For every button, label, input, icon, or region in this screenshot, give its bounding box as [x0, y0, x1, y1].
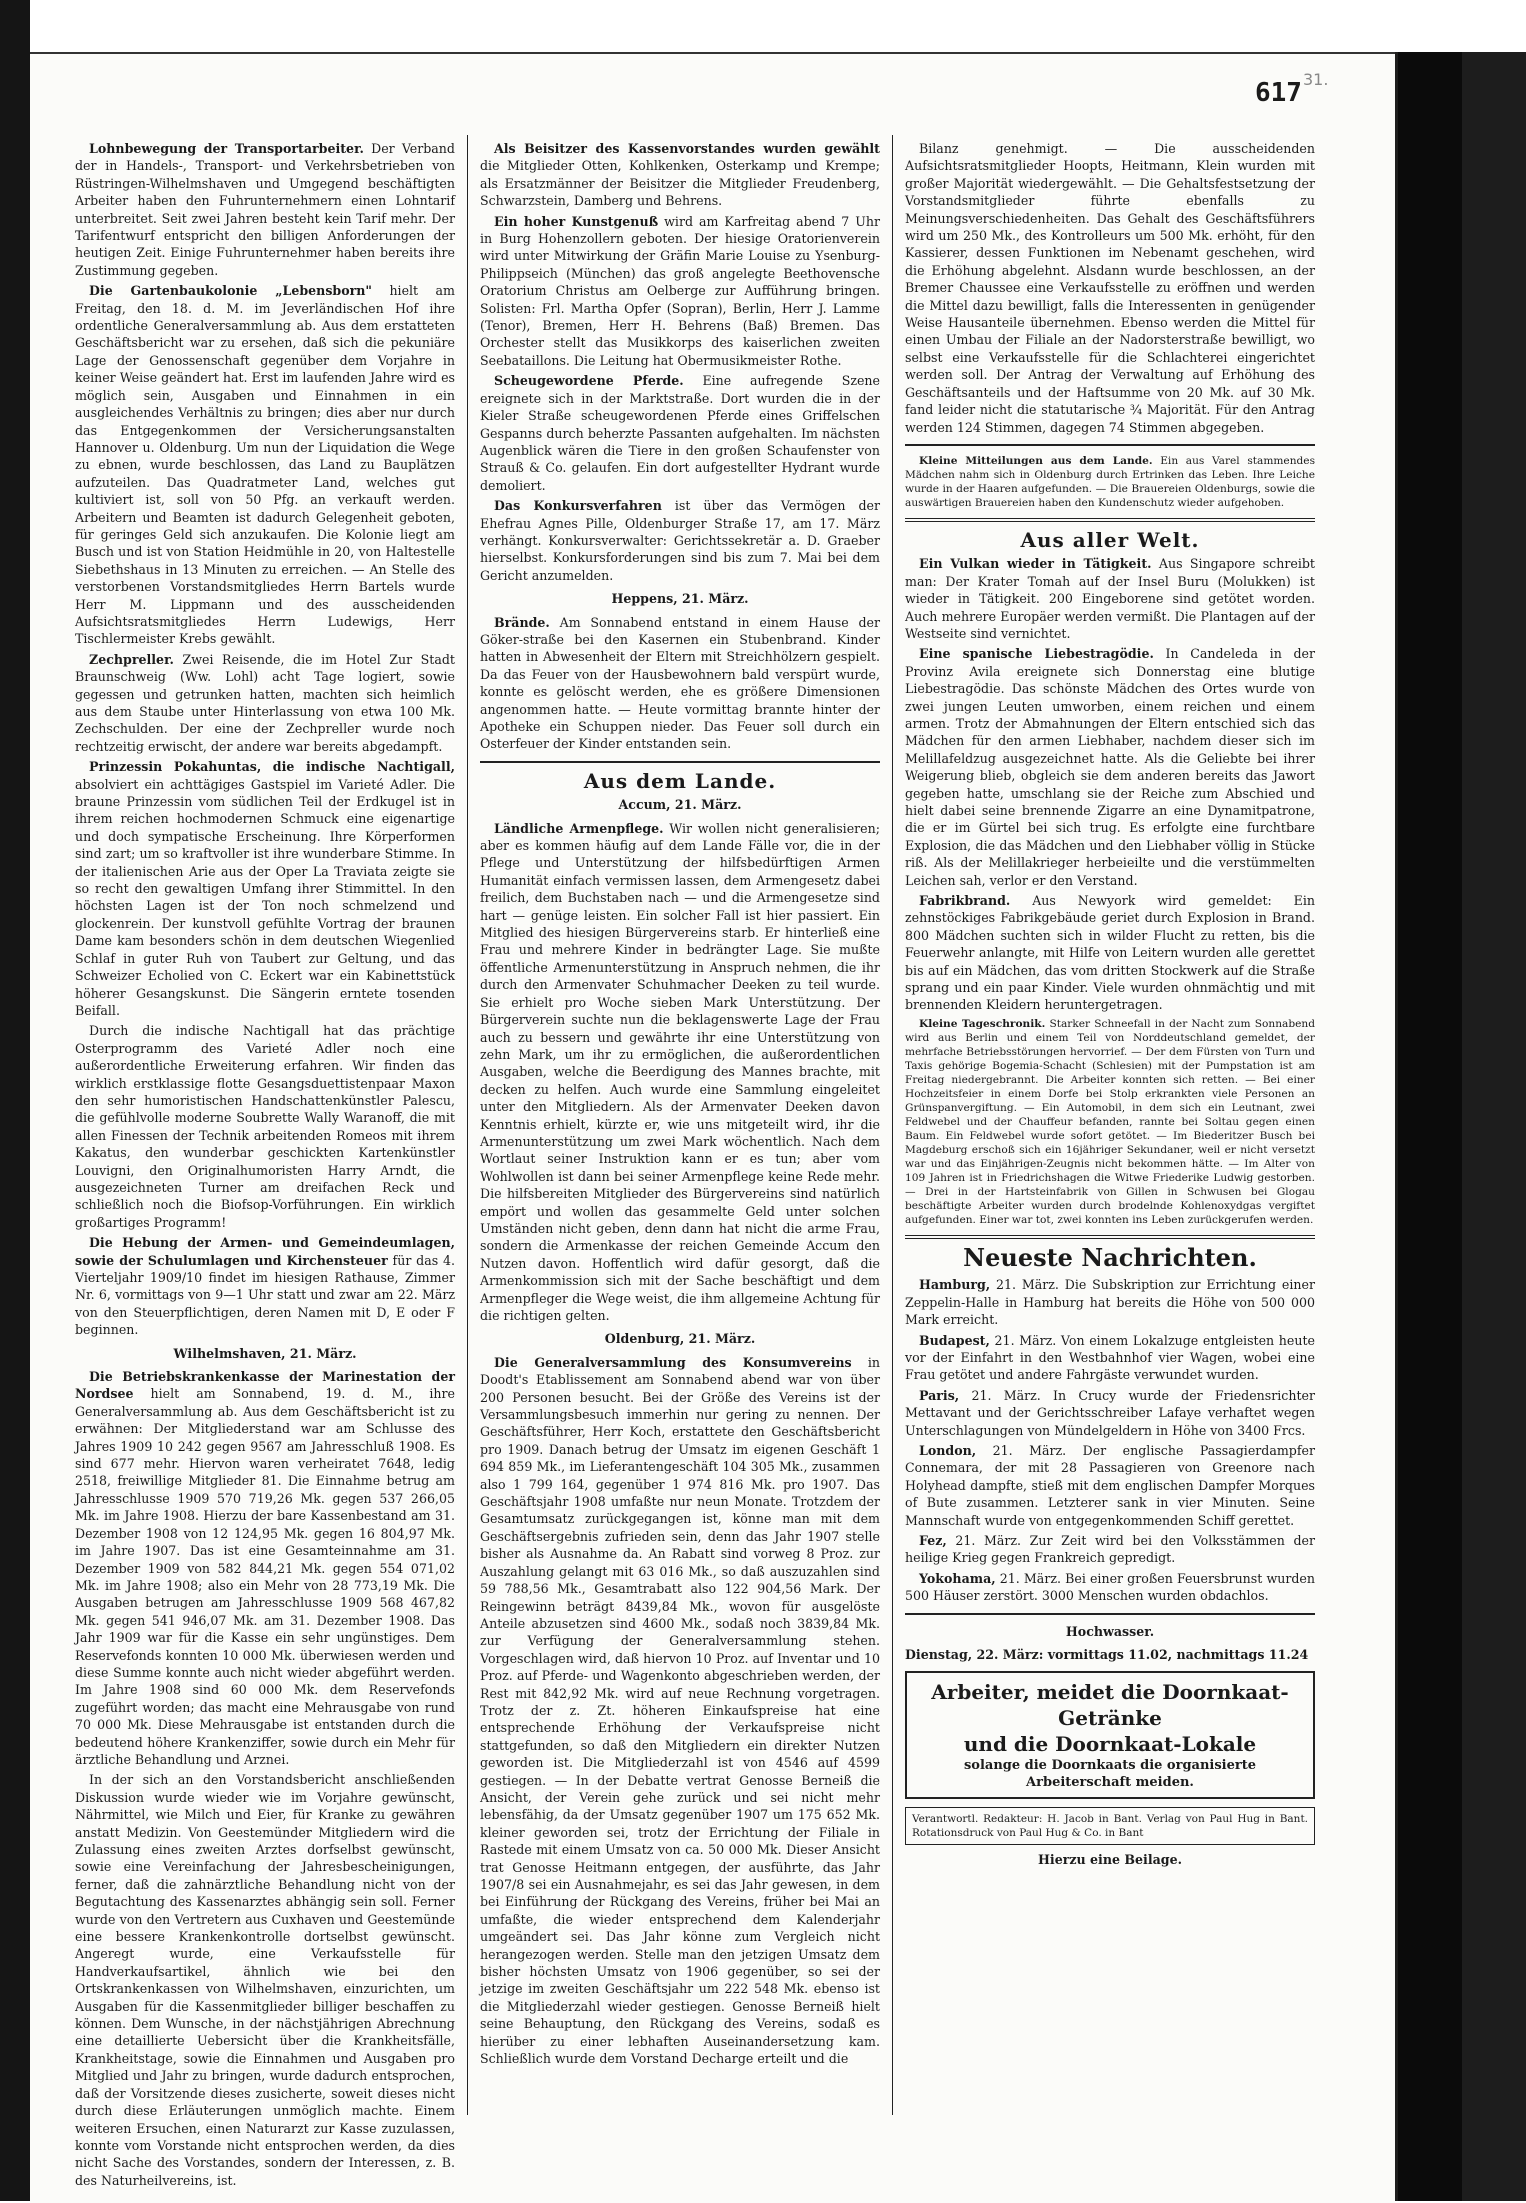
- article-konkurs: [480, 497, 880, 584]
- news-body: 21. März. In Crucy wurde der Friedensrichter Mettavant und der Gerichtsschreiber Lafaye verhaftet wegen Unterschlagungen von Mündelgeldern in Höhe von 3400 Frcs.: [905, 1387, 1315, 1438]
- section-heading-aus-aller-welt: Aus aller Welt.: [1020, 527, 1200, 552]
- dateline-heppens: Heppens, 21. März.: [611, 591, 749, 607]
- news-body: 21. März. Von einem Lokalzuge entgleisten heute vor der Einfahrt in den Westbahnhof vier Wagen, wobei eine Frau getötet und andere Fahrgäste verwundet wurden.: [905, 1332, 1315, 1383]
- column-2: [480, 140, 880, 2140]
- article-braende: [480, 614, 880, 753]
- news-hamburg: [905, 1276, 1315, 1328]
- section-divider: [905, 1235, 1315, 1239]
- article-betriebskrankenkasse: [75, 1368, 455, 1768]
- article-transportarbeiter: [75, 140, 455, 279]
- column-rule-1: [467, 135, 468, 2115]
- article-headline: Als Beisitzer des Kassenvorstandes wurden gewählt: [494, 141, 880, 156]
- article-headline: Die Hebung der Armen- und Gemeindeumlagen, sowie der Schulumlagen und Kirchensteuer: [75, 1235, 455, 1268]
- news-dateline: Fez,: [919, 1532, 947, 1548]
- article-body: ist über das Vermögen der Ehefrau Agnes Pille, Oldenburger Straße 17, am 17. März verhängt. Konkursverwalter: Gerichtssekretär a. D. Graeber hierselbst. Konkursforderungen sind bis zum 7. Mai bei dem Gericht anzumelden.: [480, 498, 880, 583]
- left-binding-edge: [0, 0, 30, 2201]
- article-headline: Lohnbewegung der Transportarbeiter.: [89, 141, 364, 156]
- article-body: hielt am Freitag, den 18. d. M. im Jeverländischen Hof ihre ordentliche Generalversammlung ab. Aus dem erstatteten Geschäftsbericht war zu ersehen, daß sich die pekuniäre Lage der Genossenschaft gegenüber dem Vorjahre in keiner Weise geändert hat. Erst im laufenden Jahre wird es möglich sein, Ausgaben und Einnahmen in ein ausgleichendes Verhältnis zu bringen; dies aber nur durch das Entgegenkommen der Versicherungsanstalten Hannover u. Oldenburg. Um nun der Liquidation die Wege zu ebnen, wurde beschlossen, das Land zu Bauplätzen aufzuteilen. Das Quadratmeter Land, welches gut kultiviert ist, soll von 50 Pfg. an verkauft werden. Arbeitern und Beamten ist dadurch Gelegenheit geboten, für geringes Geld sich anzukaufen. Die Kolonie liegt am Busch und ist von Station Heidmühle in 20, von Haltestelle Siebethshaus in 13 Minuten zu erreichen. — An Stelle des verstorbenen Vorstandsmitgliedes Herrn Bartels wurde Herr M. Lippmann und des ausscheidenden Aufsichtsratsmitgliedes Herrn Ludewigs, Herr Tischlermeister Krebs gewählt.: [75, 283, 455, 647]
- notice-line-2: und die Doornkaat-Lokale: [963, 1732, 1257, 1757]
- news-dateline: Paris,: [919, 1387, 960, 1403]
- dateline-accum: Accum, 21. März.: [618, 797, 742, 813]
- article-liebestragoedie: [905, 645, 1315, 889]
- article-zechpreller: [75, 651, 455, 755]
- section-heading-neueste-nachrichten: Neueste Nachrichten.: [963, 1242, 1257, 1272]
- column-1: [75, 140, 455, 2188]
- section-divider: [905, 1613, 1315, 1615]
- article-body-bilanz: Bilanz genehmigt. — Die ausscheidenden Aufsichtsratsmitglieder Hoopts, Heitmann, Klein wurden mit großer Majorität wiedergewählt. — Die Gehaltsfestsetzung der Vorstandsmitglieder führte ebenfalls zu Meinungsverschiedenheiten. Das Gehalt des Geschäftsführers wird um 250 Mk., des Kontrolleurs um 500 Mk. erhöht, für den Kassierer, dessen Funktionen im Nebenamt geschehen, wird die Erhöhung abgelehnt. Alsdann wurde beschlossen, an der Bremer Chaussee eine Verkaufsstelle zu eröffnen und werden die Mittel dazu bewilligt, falls die Interessenten in genügender Weise Hausanteile übernehmen. Ebenso werden die Mittel für einen Umbau der Filiale an der Nadorsterstraße bewilligt, wo selbst eine Verkaufsstelle für die Schlachterei eingerichtet werden soll. Der Antrag der Verwaltung auf Erhöhung des Geschäftsanteils und der Haftsumme von 20 Mk. auf 30 Mk. fand leider nicht die statutarische ¾ Majorität. Für den Antrag werden 124 Stimmen, dagegen 74 Stimmen abgegeben.: [905, 141, 1315, 435]
- page-number: 617: [1255, 78, 1302, 108]
- article-headline: Das Konkursverfahren: [494, 498, 662, 514]
- hochwasser-title: Hochwasser.: [1065, 1623, 1155, 1639]
- article-headline: Die Generalversammlung des Konsumvereins: [494, 1354, 852, 1370]
- article-headline: Prinzessin Pokahuntas, die indische Nachtigall,: [89, 759, 455, 775]
- article-body: In Candeleda in der Provinz Avila ereignete sich Donnerstag eine blutige Liebestragödie. Das schönste Mädchen des Ortes wurde von zwei jungen Leuten umworben, einem reichen und einem armen. Trotz der Abmahnungen der Eltern entschied sich das Mädchen für den armen Liebhaber, nachdem dieser sich im Melillafeldzug ausgezeichnet hatte. Als die Geliebte bei ihrer Weigerung blieb, obgleich sie dem anderen bereits das Jawort gegeben hatte, umschlang sie der Reiche zum Abschied und hielt dabei seine brennende Zigarre an eine Dynamitpatrone, die er im Gürtel bei sich trug. Es erfolgte eine furchtbare Explosion, die das Mädchen und den Liebhaber völlig in Stücke riß. Als der Melillakrieger herbeieilte und die verstümmelten Leichen sah, verlor er den Verstand.: [905, 646, 1315, 888]
- article-body: hielt am Sonnabend, 19. d. M., ihre Generalversammlung ab. Aus dem Geschäftsbericht ist zu erwähnen: Der Mitgliederstand war am Schlusse des Jahres 1909 10 242 gegen 9567 am Jahresschluß 1908. Es sind 677 mehr. Hiervon waren verheiratet 7648, ledig 2518, freiwillige Mitglieder 81. Die Einnahme betrug am Jahresschlusse 1909 570 719,26 Mk. gegen 537 266,05 Mk. im Jahre 1908. Hierzu der bare Kassenbestand am 31. Dezember 1908 von 12 124,95 Mk. gegen 16 804,97 Mk. im Jahre 1907. Das ist eine Gesamteinnahme am 31. Dezember 1909 von 582 844,21 Mk. gegen 554 071,02 Mk. im Jahre 1908; also ein Mehr von 28 773,19 Mk. Die Ausgaben betrugen am Jahresschlusse 1909 568 467,82 Mk. gegen 541 946,07 Mk. am 31. Dezember 1908. Das Jahr 1909 war für die Kasse ein sehr ungünstiges. Dem Reservefonds konnten 10 000 Mk. überwiesen werden und diese Summe konnte auch nicht wieder abgeführt werden. Im Jahre 1908 sind 60 000 Mk. dem Reservefonds zugeführt worden; das macht eine Mehrausgabe von rund 70 000 Mk. Diese Mehrausgabe ist entstanden durch die bedeutend höhere Krankenziffer, sowie durch ein Mehr für ärztliche Behandlung und Arznei.: [75, 1386, 455, 1767]
- article-body: die Mitglieder Otten, Kohlkenken, Osterkamp und Krempe; als Ersatzmänner der Beisitzer die Mitglieder Freudenberg, Schwarzstein, Damberg und Behrens.: [480, 158, 880, 209]
- article-tageschronik: [905, 1017, 1315, 1227]
- section-heading-aus-dem-lande: Aus dem Lande.: [583, 768, 777, 793]
- section-divider: [905, 444, 1315, 446]
- article-headline: Scheugewordene Pferde.: [494, 373, 684, 389]
- article-body: Aus Newyork wird gemeldet: Ein zehnstöckiges Fabrikgebäude geriet durch Explosion in Brand. 800 Mädchen suchten sich in wilder Flucht zu retten, bis die Feuerwehr anlangte, mit Hilfe von Leitern wurden alle gerettet bis auf ein Mädchen, das vom dritten Stockwerk auf die Straße sprang und ein paar Kinder. Viele wurden ohnmächtig und mit brennenden Kleidern heruntergetragen.: [905, 893, 1315, 1013]
- news-dateline: Yokohama,: [919, 1570, 996, 1586]
- article-konsumverein: [480, 1354, 880, 2068]
- article-headline: Kleine Tageschronik.: [919, 1017, 1046, 1030]
- dateline-wilhelmshaven: Wilhelmshaven, 21. März.: [173, 1345, 357, 1361]
- news-dateline: London,: [919, 1442, 977, 1458]
- section-divider: [480, 761, 880, 763]
- section-divider: [905, 518, 1315, 522]
- article-headline: Eine spanische Liebestragödie.: [919, 646, 1154, 662]
- article-body: wird am Karfreitag abend 7 Uhr in Burg Hohenzollern geboten. Der hiesige Oratorienverein wird unter Mitwirkung der Gräfin Marie Louise zu Ysenburg-Philippseich (München) das groß angelegte Beethovensche Oratorium Christus am Oelberge zur Aufführung bringen. Solisten: Frl. Martha Opfer (Sopran), Berlin, Herr J. Lamme (Tenor), Bremen, Herr H. Behrens (Baß) Bremen. Das Orchester stellt das Musikkorps des kaiserlichen zweiten Seebataillons. Die Leitung hat Obermusikmeister Rothe.: [480, 213, 880, 368]
- column-rule-2: [892, 135, 893, 2115]
- article-body: Starker Schneefall in der Nacht zum Sonnabend wird aus Berlin und einem Teil von Norddeutschland gemeldet, der mehrfache Betriebsstörungen hervorrief. — Der dem Fürsten von Turn und Taxis gehörige Bogemia-Schacht (Schlesien) mit der Pumpstation ist am Freitag niedergebrannt. Die Arbeiter konnten sich retten. — Bei einer Hochzeitsfeier in einem Dorfe bei Stolp erkrankten viele Personen an Grünspanvergiftung. — Ein Automobil, in dem sich ein Leutnant, zwei Feldwebel und der Chauffeur befanden, rannte bei Soltau gegen einen Baum. Ein Feldwebel wurde sofort getötet. — Im Biederitzer Busch bei Magdeburg erschoß sich ein 16jähriger Sekundaner, weil er nicht versetzt war und das Einjährigen-Zeugnis nicht bekommen hätte. — Im Alter von 109 Jahren ist in Friedrichshagen die Witwe Friederike Ludwig gestorben. — Drei in der Hartsteinfabrik von Gillen in Schwusen bei Glogau beschäftigte Arbeiter wurden durch brodelnde Kohlenoxydgas vergiftet aufgefunden. Einer war tot, zwei konnten ins Leben zurückgerufen werden.: [905, 1017, 1315, 1226]
- notice-line-3: solange die Doornkaats die organisierte Arbeiterschaft meiden.: [963, 1758, 1257, 1791]
- article-headline: Zechpreller.: [89, 651, 174, 667]
- article-headline: Ländliche Armenpflege.: [494, 820, 664, 836]
- dateline-oldenburg: Oldenburg, 21. März.: [604, 1331, 756, 1347]
- news-fez: [905, 1532, 1315, 1567]
- article-body: Wir wollen nicht generalisieren; aber es kommen häufig auf dem Lande Fälle vor, die in der Pflege und Unterstützung der hilfsbedürftigen Armen Humanität einfach vermissen lassen, dem Armengesetz dabei freilich, dem Buchstaben nach — und die Armengesetze sind hart — genüge leisten. Ein solcher Fall ist hier passiert. Ein Mitglied des hiesigen Bürgervereins starb. Er hinterließ eine Frau und mehrere Kinder in bedrängter Lage. Sie mußte öffentliche Armenunterstützung in Anspruch nehmen, die ihr durch den Armenvater Schuhmacher Deeken zu teil wurde. Sie erhielt pro Woche sieben Mark Unterstützung. Der Bürgerverein suchte nun die beklagenswerte Lage der Frau auch zu bessern und gewährte ihr eine Unterstützung von zehn Mark, um ihr zu ermöglichen, die außerordentlichen Ausgaben, welche die Beerdigung des Mannes brachte, mit decken zu helfen. Auch wurde eine Sammlung eingeleitet unter den Mitgliedern. Als der Armenvater Deeken davon Kenntnis erhielt, kürzte er, wie uns mitgeteilt wird, ihr die Armenunterstützung um zwei Mark wöchentlich. Nach dem Wortlaut seiner Instruktion kann er es tun; aber vom Wohlwollen ist dann bei seiner Armenpflege keine Rede mehr. Die hilfsbereiten Mitglieder des Bürgervereins sind natürlich empört und wollen das gesammelte Geld unter solchen Umständen nicht geben, denn dann hat nicht die arme Frau, sondern die Armenkasse der reichen Gemeinde Accum den Nutzen davon. Hoffentlich wird dafür gesorgt, daß die Armenkommission sich mit der Sache beschäftigt und dem Armenpfleger die Wege weist, die ihm allgemeine Achtung für die richtigen gelten.: [480, 820, 880, 1323]
- right-book-shadow: [1398, 52, 1462, 2201]
- article-headline: Ein hoher Kunstgenuß: [494, 213, 659, 229]
- supplement-note: Hierzu eine Beilage.: [1038, 1852, 1182, 1868]
- article-headline: Die Gartenbaukolonie „Lebensborn": [89, 283, 372, 299]
- news-body: 21. März. Zur Zeit wird bei den Volksstämmen der heilige Krieg gegen Frankreich gepredigt.: [905, 1532, 1315, 1566]
- article-vulkan: [905, 555, 1315, 642]
- news-body: 21. März. Der englische Passagierdampfer Connemara, der mit 28 Passagieren von Greenore nach Holyhead dampfte, stieß mit dem englischen Dampfer Morques of Bute zusammen. Letzterer sank in vier Minuten. Seine Mannschaft wurde von entgegenkommenden Schiff gerettet.: [905, 1442, 1315, 1528]
- article-headline: Die Betriebskrankenkasse der Marinestation der Nordsee: [75, 1369, 455, 1402]
- article-lebensborn: [75, 282, 455, 648]
- article-body: Ein aus Varel stammendes Mädchen nahm sich in Oldenburg durch Ertrinken das Leben. Ihre Leiche wurde in der Haaren aufgefunden. — Die Brauereien Oldenburgs, sowie die auswärtigen Brauereien haben den Kundenschutz wieder aufgehoben.: [905, 454, 1315, 509]
- margin-stamp: 31.: [1303, 70, 1329, 89]
- news-body: 21. März. Die Subskription zur Errichtung einer Zeppelin-Halle in Hamburg hat bereits die Höhe von 500 000 Mark erreicht.: [905, 1277, 1315, 1328]
- notice-line-1: Arbeiter, meidet die Doornkaat-Getränke: [931, 1680, 1289, 1731]
- hochwasser-times: Dienstag, 22. März: vormittags 11.02, nachmittags 11.24: [905, 1647, 1309, 1662]
- article-headline: Fabrikbrand.: [919, 893, 1011, 909]
- article-armenpflege: [480, 820, 880, 1325]
- news-dateline: Budapest,: [919, 1332, 990, 1348]
- article-kunstgenuss: [480, 213, 880, 370]
- article-body-diskussion: In der sich an den Vorstandsbericht anschließenden Diskussion wurde wieder wie im Vorjahre gewünscht, Nährmittel, wie Milch und Eier, für Kranke zu gewähren anstatt Medizin. Von Geestemünder Mitgliedern wird die Zulassung eines zweiten Arztes dorfselbst gewünscht, sowie eine Vereinfachung der Jahresbescheinigungen, ferner, daß die zahnärztliche Behandlung nicht von der Begutachtung des Kassenarztes abhängig sein soll. Ferner wurde von den Vertretern aus Cuxhaven und Geestemünde eine bessere Krankenkontrolle dortselbst gewünscht. Angeregt wurde, eine Verkaufsstelle für Handverkaufsartikel, ähnlich wie bei den Ortskrankenkassen von Wilhelmshaven, einzurichten, um Ausgaben für die Kassenmitglieder billiger beschaffen zu können. Dem Wunsche, in der nächstjährigen Abrechnung eine detaillierte Uebersicht über die Krankheitsfälle, Krankheitstage, sowie die Einnahmen und Ausgaben pro Mitglied und Jahr zu bringen, wurde dadurch entsprochen, daß der Vorsitzende dieses zusicherte, soweit dieses nicht durch diese Erläuterungen unmöglich machte. Einem weiteren Ersuchen, einen Naturarzt zur Kasse zuzulassen, konnte vom Vorstande nicht entsprochen werden, da dies nicht Sache des Vorstandes, sondern der Interessen, z. B. des Naturheilvereins, ist.: [75, 1772, 455, 2188]
- article-body: Am Sonnabend entstand in einem Hause der Göker-straße bei den Kasernen ein Stubenbrand. Kinder hatten in Abwesenheit der Eltern mit Streichhölzern gespielt. Da das Feuer von der Hausbewohnern bald verspürt wurde, konnte es gelöscht werden, ehe es größere Dimensionen angenommen hatte. — Heute vormittag brannte hinter der Apotheke ein Schuppen nieder. Das Feuer soll durch ein Osterfeuer der Kinder entstanden sein.: [480, 614, 880, 752]
- news-dateline: Hamburg,: [919, 1277, 991, 1293]
- news-body: 21. März. Bei einer großen Feuersbrunst wurden 500 Häuser zerstört. 3000 Menschen wurden obdachlos.: [905, 1570, 1315, 1604]
- top-margin: [30, 0, 1526, 52]
- article-fabrikbrand: [905, 892, 1315, 1014]
- article-umlagen: [75, 1234, 455, 1338]
- article-headline: Brände.: [494, 614, 550, 630]
- news-yokohama: [905, 1570, 1315, 1605]
- article-body: absolviert ein achttägiges Gastspiel im Varieté Adler. Die braune Prinzessin vom südlichen Teil der Erdkugel ist in ihrem reichen hochmodernen Schmuck eine eigenartige und doch sympatische Erscheinung. Ihre Körperformen sind zart; um so kraftvoller ist ihre wunderbare Stimme. In der italienischen Arie aus der Oper La Traviata zeigte sie so recht den gewaltigen Umfang ihrer Stimmittel. In den höchsten Lagen ist der Ton noch schmelzend und glockenrein. Der kunstvoll gefühlte Vortrag der braunen Dame kam besonders schön in dem deutschen Wiegenlied Schlaf in guter Ruh von Taubert zur Geltung, und das Schweizer Echolied von C. Eckert war ein Kabinettstück höherer Gesangskunst. Die Sängerin erntete tosenden Beifall.: [75, 776, 455, 1018]
- news-budapest: [905, 1332, 1315, 1384]
- column-3: [905, 140, 1315, 2140]
- article-body: Aus Singapore schreibt man: Der Krater Tomah auf der Insel Buru (Molukken) ist wieder in Tätigkeit. 200 Eingeborene sind getötet worden. Auch mehrere Europäer werden vermißt. Die Plantagen auf der Westseite sind vernichtet.: [905, 556, 1315, 641]
- doornkaat-boycott-notice: [905, 1671, 1315, 1799]
- article-pferde: [480, 372, 880, 494]
- article-kleine-mitteilungen: [905, 454, 1315, 510]
- article-body: in Doodt's Etablissement am Sonnabend abend war von über 200 Personen besucht. Bei der Größe des Vereins ist der Versammlungsbesuch immerhin nur gering zu nennen. Der Geschäftsführer, Herr Koch, erstattete den Geschäftsbericht pro 1909. Danach betrug der Umsatz im eigenen Geschäft 1 694 859 Mk., im Lieferantengeschäft 104 305 Mk., zusammen also 1 799 164, gegenüber 1 974 816 Mk. pro 1907. Das Geschäftsjahr 1908 umfaßte nur neun Monate. Trotzdem der Gesamtumsatz zurückgegangen ist, könne man mit dem Geschäftsergebnis zufrieden sein, denn das Jahr 1907 stelle bisher als Ausnahme da. An Rabatt sind vorweg 8 Proz. zur Auszahlung gelangt mit 63 016 Mk., so daß auszuzahlen sind 59 788,56 Mk., Gesamtrabatt also 122 904,56 Mark. Der Reingewinn beträgt 8439,84 Mk., wovon für ausgelöste Anteile abzusetzen sind 4600 Mk., sodaß noch 3839,84 Mk. zur Verfügung der Generalversammlung stehen. Vorgeschlagen wird, daß hiervon 10 Proz. auf Inventar und 10 Proz. auf Pferde- und Wagenkonto abgeschrieben werden, der Rest mit 842,92 Mk. wird auf neue Rechnung vorgetragen. Trotz der z. Zt. höheren Einkaufspreise hat eine entsprechende Erhöhung der Verkaufspreise nicht stattgefunden, so daß den Mitgliedern ein direkter Nutzen geworden ist. Die Mitgliederzahl ist von 4546 auf 4599 gestiegen. — In der Debatte vertrat Genosse Berneiß die Ansicht, der Verein gehe zurück und sei nicht mehr lebensfähig, da der Umsatz gegenüber 1907 um 175 652 Mk. kleiner geworden sei, trotz der Errichtung der Filiale in Rastede mit einem Umsatz von ca. 50 000 Mk. Dieser Ansicht trat Genosse Heitmann entgegen, der ausführte, das Jahr 1907/8 sei ein Ausnahmejahr, es sei das Jahr gewesen, in dem bei Einführung der Rückgang des Vereins, früher bei Mai an umfaßte, die wieder entsprechend dem Kalenderjahr umgeändert sei. Das Jahr könne zum Vergleich nicht herangezogen werden. Stelle man den jetzigen Umsatz dem bisher höchsten Umsatz von 1906 gegenüber, so sei der jetzige im zweiten Geschäftsjahr um 222 548 Mk. ebenso ist die Mitgliederzahl wieder gestiegen. Genosse Berneiß hielt seine Behauptung, den Rückgang des Vereins, sodaß es hierüber zu einer lebhaften Auseinandersetzung kam. Schließlich wurde dem Vorstand Decharge erteilt und die: [480, 1354, 880, 2067]
- news-london: [905, 1442, 1315, 1529]
- imprint: Verantwortl. Redakteur: H. Jacob in Bant. Verlag von Paul Hug in Bant. Rotationsdruck von Paul Hug & Co. in Bant: [905, 1807, 1315, 1845]
- article-beisitzer: [480, 140, 880, 210]
- article-body: Zwei Reisende, die im Hotel Zur Stadt Braunschweig (Ww. Lohl) acht Tage logiert, sowie gegessen und getrunken hatten, machten sich heimlich aus dem Staube unter Hinterlassung von etwa 100 Mk. Zechschulden. Der eine der Zechpreller wurde noch rechtzeitig erwischt, der andere war bereits abgedampft.: [75, 651, 455, 754]
- article-body: Eine aufregende Szene ereignete sich in der Marktstraße. Dort wurden die in der Kieler Straße scheugewordenen Pferde eines Griffelschen Gespanns durch beherzte Passanten aufgehalten. Im nächsten Augenblick wären die Tiere in den großen Schaufenster von Strauß & Co. gelaufen. Ein dort aufgestellter Hydrant wurde demoliert.: [480, 373, 880, 493]
- article-body: Der Verband der in Handels-, Transport- und Verkehrsbetrieben von Rüstringen-Wilhelmshaven und Umgegend beschäftigten Arbeiter haben den Fuhrunternehmern einen Lohntarif unterbreitet. Seit zwei Jahren besteht kein Tarif mehr. Der Tarifentwurf entspricht den billigen Anforderungen der heutigen Zeit. Einige Fuhrunternehmer haben bereits ihre Zustimmung gegeben.: [75, 141, 455, 278]
- news-paris: [905, 1387, 1315, 1439]
- article-headline: Kleine Mitteilungen aus dem Lande.: [919, 454, 1153, 467]
- article-pokahuntas: [75, 758, 455, 1019]
- article-body-varieté: Durch die indische Nachtigall hat das prächtige Osterprogramm des Varieté Adler noch eine außerordentliche Erweiterung erfahren. Wir finden das wirklich erstklassige flotte Gesangsduettistenpaar Maxon den sehr humoristischen Handschattenkünstler Palescu, die gefühlvolle moderne Soubrette Wally Waranoff, die mit allen Finessen der Technik arbeitenden Romeos mit ihrem Kakatus, den wunderbar geschickten Kartenkünstler Louvigni, den Originalhumoristen Harry Arndt, die ausgezeichneten Turner am dreifachen Reck und schließlich noch die Biofsop-Vorführungen. Ein wirklich großartiges Programm!: [75, 1023, 455, 1230]
- article-headline: Ein Vulkan wieder in Tätigkeit.: [919, 556, 1152, 572]
- article-body: für das 4. Vierteljahr 1909/10 findet im hiesigen Rathause, Zimmer Nr. 6, vormittags von 9—1 Uhr statt und zwar am 22. März von den Steuerpflichtigen, deren Namen mit D, E oder F beginnen.: [75, 1252, 455, 1338]
